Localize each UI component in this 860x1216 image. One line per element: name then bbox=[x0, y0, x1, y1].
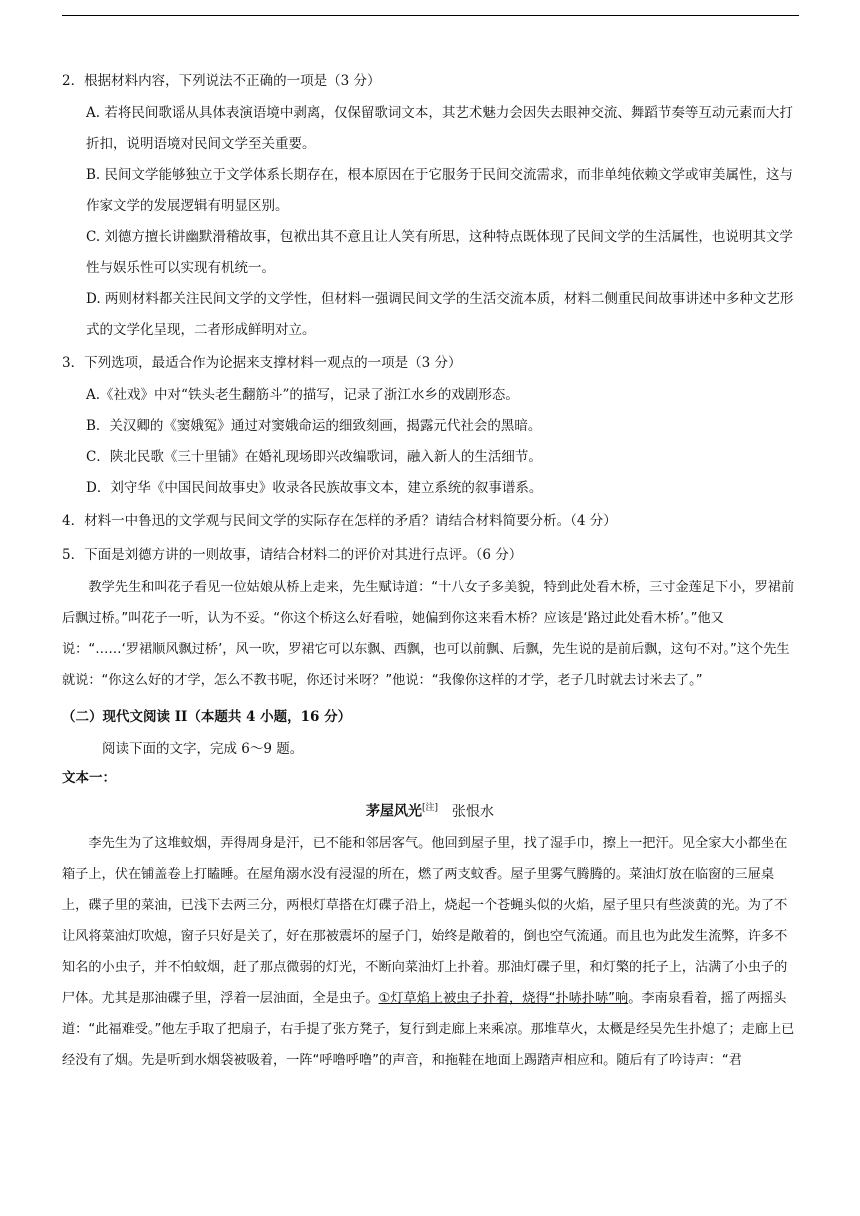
question-3-option-a: A.《社戏》中对“铁头老生翻筋斗”的描写，记录了浙江水乡的戏剧形态。 bbox=[86, 387, 519, 403]
question-4: 4．材料一中鲁迅的文学观与民间文学的实际存在怎样的矛盾？请结合材料简要分析。（4 分） bbox=[62, 513, 617, 529]
article-body-after: 。李南泉看着，摇了两摇头道：“此福难受。”他左手取了把扇子，右手提了张方凳子，复行到走廊上来乘凉。那堆草火，太概是经吴先生扑熄了；走廊上已经没有了烟。先是听到水烟袋被吸着，一阵“呼噜呼噜”的声音，和拖鞋在地面上踢踏声相应和。随后有了吟诗声：“君 bbox=[62, 990, 795, 1068]
article-body-before: 李先生为了这堆蚊烟，弄得周身是汗，已不能和邻居客气。他回到屋子里，找了湿手巾，擦上一把汗。见全家大小都坐在箱子上，伏在铺盖卷上打瞌睡。在屋角溺水没有浸湿的所在，燃了两支蚊香。屋子里雾气腾腾的。菜油灯放在临窗的三屉桌上，碟子里的菜油，已浅下去两三分，两根灯草搭在灯碟子沿上，烧起一个苍蝇头似的火焰，屋子里只有些淡黄的光。为了不让风将菜油灯吹熄，窗子只好是关了，好在那被震坏的屋子门，始终是敞着的，倒也空气流通。而且也为此发生流弊，许多不知名的小虫子，并不怕蚊烟，赶了那点微弱的灯光，不断向菜油灯上扑着。那油灯碟子里，和灯檠的托子上，沾满了小虫子的尸体。尤其是那油碟子里，浮着一层油面，全是虫子。 bbox=[62, 835, 788, 1006]
article-author: 张恨水 bbox=[452, 803, 495, 820]
question-5-story: 教学先生和叫花子看见一位姑娘从桥上走来，先生赋诗道：“十八女子多美貌，特到此处看木桥，三寸金莲足下小，罗裙前后飘过桥。”叫花子一听，认为不妥。“你这个桥这么好看啦，她偏到你这来看木桥？应该是‘路过此处看木桥’。”他又说：“……‘罗裙顺风飘过桥’，风一吹，罗裙它可以东飘、西飘，也可以前飘、后飘，先生说的是前后飘，这句不对。”这个先生就说：“你这么好的才学，怎么不教书呢，你还讨米呀？”他说：“我像你这样的才学，老子几时就去讨米去了。” bbox=[62, 580, 795, 688]
section-heading: （二）现代文阅读 II（本题共 4 小题，16 分） bbox=[62, 709, 352, 725]
article-title: 茅屋风光 bbox=[365, 803, 422, 820]
article-body bbox=[62, 828, 798, 1076]
question-2-stem: 2．根据材料内容，下列说法不正确的一项是（3 分） bbox=[62, 73, 381, 89]
section-instruction: 阅读下面的文字，完成 6～9 题。 bbox=[102, 741, 304, 757]
question-3-option-b: B．关汉卿的《窦娥冤》通过对窦娥命运的细致刻画，揭露元代社会的黑暗。 bbox=[86, 418, 542, 434]
page-content bbox=[62, 64, 798, 1076]
title-note: [注] bbox=[421, 803, 439, 813]
underlined-sentence-1: ①灯草焰上被虫子扑着，烧得“扑哧扑哧”响 bbox=[378, 990, 629, 1006]
question-2-option-c: C. 刘德方擅长讲幽默滑稽故事，包袱出其不意且让人笑有所思，这种特点既体现了民间文学的生活属性，也说明其文学性与娱乐性可以实现有机统一。 bbox=[86, 229, 793, 276]
question-2-option-b: B. 民间文学能够独立于文学体系长期存在，根本原因在于它服务于民间交流需求，而非单纯依赖文学或审美属性，这与作家文学的发展逻辑有明显区别。 bbox=[86, 167, 794, 214]
question-3-stem: 3．下列选项，最适合作为论据来支撑材料一观点的一项是（3 分） bbox=[62, 355, 462, 371]
question-3-option-c: C．陕北民歌《三十里铺》在婚礼现场即兴改编歌词，融入新人的生活细节。 bbox=[86, 449, 542, 465]
article-title-line bbox=[62, 792, 798, 828]
header-rule bbox=[62, 15, 799, 16]
question-3-option-d: D．刘守华《中国民间故事史》收录各民族故事文本，建立系统的叙事谱系。 bbox=[86, 480, 543, 496]
question-2-option-a: A. 若将民间歌谣从具体表演语境中剥离，仅保留歌词文本，其艺术魅力会因失去眼神交流、舞蹈节奏等互动元素而大打折扣，说明语境对民间文学至关重要。 bbox=[86, 105, 793, 152]
question-2-option-d: D. 两则材料都关注民间文学的文学性，但材料一强调民间文学的生活交流本质，材料二侧重民间故事讲述中多种文艺形式的文学化呈现，二者形成鲜明对立。 bbox=[86, 291, 794, 338]
question-5-stem: 5．下面是刘德方讲的一则故事，请结合材料二的评价对其进行点评。（6 分） bbox=[62, 547, 523, 563]
text-one-label: 文本一： bbox=[62, 770, 116, 786]
